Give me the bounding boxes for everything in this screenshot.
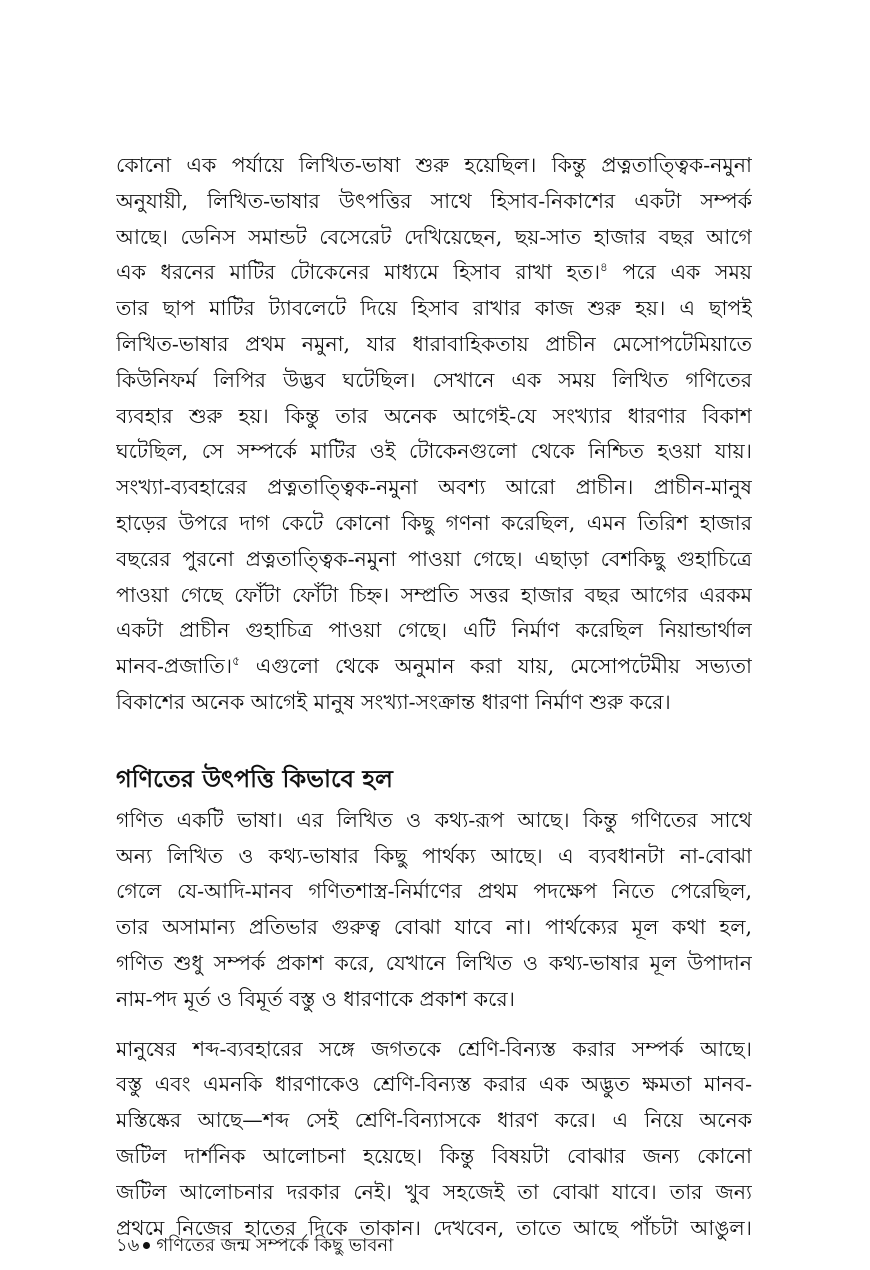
paragraph-line: কিউনিফর্ম লিপির উদ্ভব ঘটেছিল। সেখানে এক সময় লিখিত গণিতের (116, 367, 752, 392)
paragraph-line: তার অসামান্য প্রতিভার গুরুত্ব বোঝা যাবে না। পার্থক্যের মূল কথা হল, (116, 915, 752, 940)
paragraph-line: অনুযায়ী, লিখিত-ভাষার উৎপত্তির সাথে হিসাব-নিকাশের একটা সম্পর্ক (116, 188, 752, 213)
paragraph-line: গেলে যে-আদি-মানব গণিতশাস্ত্র-নির্মাণের প্রথম পদক্ষেপ নিতে পেরেছিল, (116, 879, 752, 904)
paragraph-line: বিকাশের অনেক আগেই মানুষ সংখ্যা-সংক্রান্ত ধারণা নির্মাণ শুরু করে। (116, 689, 671, 714)
paragraph-line: পাওয়া গেছে ফোঁটা ফোঁটা চিহ্ন। সম্প্রতি সত্তর হাজার বছর আগের এরকম (116, 582, 752, 607)
paragraph-line: মানুষের শব্দ-ব্যবহারের সঙ্গে জগতকে শ্রেণি-বিন্যস্ত করার সম্পর্ক আছে। (116, 1036, 752, 1061)
paragraph-line: একটা প্রাচীন গুহাচিত্র পাওয়া গেছে। এটি নির্মাণ করেছিল নিয়ান্ডার্থাল (116, 618, 752, 643)
paragraph-line-tail: এগুলো থেকে অনুমান করা যায়, মেসোপটেমীয় সভ্যতা (239, 654, 752, 679)
paragraph-line: লিখিত-ভাষার প্রথম নমুনা, যার ধারাবাহিকতায় প্রাচীন মেসোপটেমিয়াতে (116, 331, 752, 356)
page-body (116, 148, 752, 1246)
paragraph-line-tail: পরে এক সময় (607, 260, 752, 285)
paragraph-line-with-note (116, 649, 752, 685)
paragraph-line: ঘটেছিল, সে সম্পর্কে মাটির ওই টোকেনগুলো থেকে নিশ্চিত হওয়া যায়। (116, 439, 752, 464)
running-title: গণিতের জন্ম সম্পর্কে কিছু ভাবনা (156, 1235, 394, 1256)
page-footer (116, 1234, 393, 1258)
paragraph-2 (116, 803, 752, 1018)
paragraph-line: আছে। ডেনিস সমান্ডট বেসেরেট দেখিয়েছেন, ছয়-সাত হাজার বছর আগে (116, 224, 752, 249)
paragraph-line: নাম-পদ মূর্ত ও বিমূর্ত বস্তু ও ধারণাকে প্রকাশ করে। (116, 986, 515, 1011)
paragraph-line-text: মানব-প্রজাতি। (116, 654, 233, 679)
footnote-marker-5: ৫ (232, 654, 240, 669)
bullet-icon (143, 1242, 150, 1249)
paragraph-line: ব্যবহার শুরু হয়। কিন্তু তার অনেক আগেই-যে সংখ্যার ধারণার বিকাশ (116, 403, 752, 428)
paragraph-line: জটিল আলোচনার দরকার নেই। খুব সহজেই তা বোঝা যাবে। তার জন্য (116, 1179, 752, 1204)
paragraph-line: গণিত শুধু সম্পর্ক প্রকাশ করে, যেখানে লিখিত ও কথ্য-ভাষার মূল উপাদান (116, 950, 752, 975)
footnote-marker-4: ৪ (600, 260, 608, 275)
paragraph-line: কোনো এক পর্যায়ে লিখিত-ভাষা শুরু হয়েছিল। কিন্তু প্রত্নতাত্ত্বিক-নমুনা (116, 153, 752, 177)
section-heading: গণিতের উৎপত্তি কিভাবে হল (116, 763, 393, 793)
paragraph-line: গণিত একটি ভাষা। এর লিখিত ও কথ্য-রূপ আছে। কিন্তু গণিতের সাথে (116, 807, 752, 832)
paragraph-line: বস্তু এবং এমনকি ধারণাকেও শ্রেণি-বিন্যস্ত করার এক অদ্ভুত ক্ষমতা মানব- (116, 1072, 752, 1097)
paragraph-line: মস্তিষ্কের আছে—শব্দ সেই শ্রেণি-বিন্যাসকে ধারণ করে। এ নিয়ে অনেক (116, 1108, 752, 1133)
paragraph-line: প্রথমে নিজের হাতের দিকে তাকান। দেখবেন, তাতে আছে পাঁচটা আঙুল। (116, 1215, 752, 1240)
paragraph-line: বছরের পুরনো প্রত্নতাত্ত্বিক-নমুনা পাওয়া গেছে। এছাড়া বেশকিছু গুহাচিত্রে (116, 546, 752, 571)
paragraph-line: জটিল দার্শনিক আলোচনা হয়েছে। কিন্তু বিষয়টা বোঝার জন্য কোনো (116, 1143, 752, 1168)
paragraph-line: সংখ্যা-ব্যবহারের প্রত্নতাত্ত্বিক-নমুনা অবশ্য আরো প্রাচীন। প্রাচীন-মানুষ (116, 475, 752, 500)
paragraph-line: অন্য লিখিত ও কথ্য-ভাষার কিছু পার্থক্য আছে। এ ব্যবধানটা না-বোঝা (116, 843, 752, 868)
paragraph-line: হাড়ের উপরে দাগ কেটে কোনো কিছু গণনা করেছিল, এমন তিরিশ হাজার (116, 510, 752, 535)
paragraph-1 (116, 148, 752, 721)
paragraph-line: তার ছাপ মাটির ট্যাবলেটে দিয়ে হিসাব রাখার কাজ শুরু হয়। এ ছাপই (116, 296, 752, 321)
paragraph-line-with-note (116, 255, 752, 291)
page-number: ১৬ (116, 1235, 140, 1256)
paragraph-line-text: এক ধরনের মাটির টোকেনের মাধ্যমে হিসাব রাখা হত। (116, 260, 601, 285)
paragraph-3 (116, 1032, 752, 1247)
